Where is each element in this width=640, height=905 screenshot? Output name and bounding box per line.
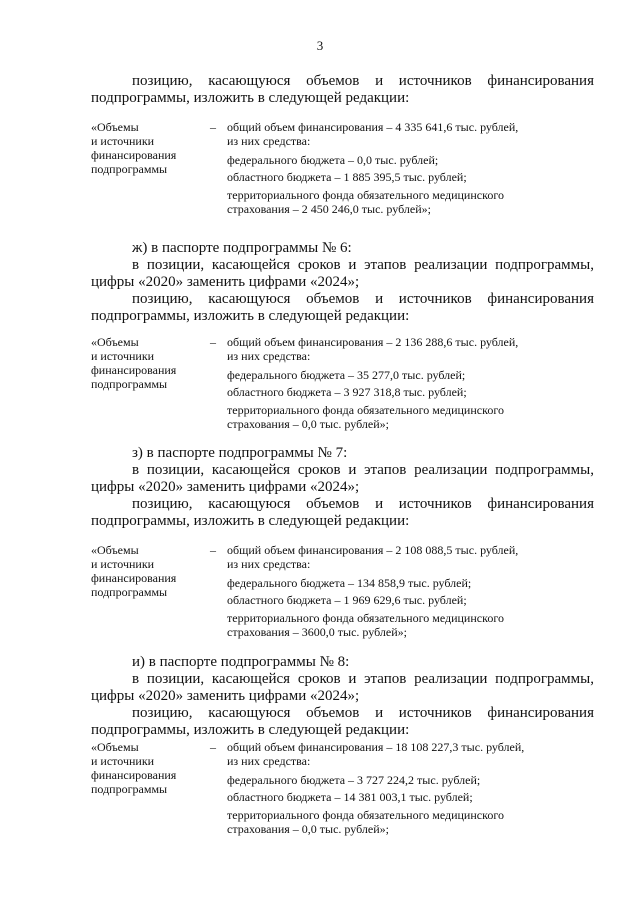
label-line: подпрограммы [91,377,168,391]
table-label [91,740,206,796]
dash: – [210,543,216,557]
section-heading: ж) в паспорте подпрограммы № 6: [132,240,352,256]
label-line: подпрограммы [91,782,168,796]
value-line: страхования – 0,0 тыс. рублей»; [227,822,389,836]
table-value [227,543,567,639]
value-line: федерального бюджета – 3 727 224,2 тыс. рублей; [227,773,481,787]
label-line: финансирования [91,148,177,162]
paragraph: позицию, касающуюся объемов и источников финансирования [132,496,594,512]
paragraph: в позиции, касающейся сроков и этапов реализации подпрограммы, [132,671,594,687]
value-line: страхования – 2 450 246,0 тыс. рублей»; [227,202,431,216]
paragraph: подпрограммы, изложить в следующей редакции: [91,308,410,324]
label-line: и источники [91,754,155,768]
paragraph: позицию, касающуюся объемов и источников финансирования [132,705,594,721]
label-line: подпрограммы [91,585,168,599]
label-line: «Объемы [91,120,139,134]
table-value [227,335,567,431]
label-line: финансирования [91,768,177,782]
section-heading: з) в паспорте подпрограммы № 7: [132,445,348,461]
value-line: федерального бюджета – 35 277,0 тыс. рублей; [227,368,466,382]
table-value [227,740,567,836]
value-line: областного бюджета – 1 885 395,5 тыс. рублей; [227,170,467,184]
label-line: и источники [91,134,155,148]
paragraph: цифры «2020» заменить цифрами «2024»; [91,688,360,704]
paragraph: подпрограммы, изложить в следующей редакции: [91,722,410,738]
label-line: финансирования [91,571,177,585]
value-line: областного бюджета – 14 381 003,1 тыс. рублей; [227,790,473,804]
value-line: федерального бюджета – 134 858,9 тыс. рублей; [227,576,472,590]
paragraph: цифры «2020» заменить цифрами «2024»; [91,479,360,495]
value-line: областного бюджета – 3 927 318,8 тыс. рублей; [227,385,467,399]
page-number: 3 [316,38,324,53]
value-line: общий объем финансирования – 4 335 641,6 тыс. рублей, [227,120,519,134]
table-label [91,543,206,599]
value-line: из них средства: [227,349,311,363]
value-line: территориального фонда обязательного медицинского [227,188,504,202]
dash: – [210,740,216,754]
label-line: «Объемы [91,740,139,754]
value-line: федерального бюджета – 0,0 тыс. рублей; [227,153,439,167]
table-label [91,120,206,176]
value-line: из них средства: [227,134,311,148]
paragraph: подпрограммы, изложить в следующей редакции: [91,513,410,529]
label-line: и источники [91,557,155,571]
label-line: финансирования [91,363,177,377]
value-line: территориального фонда обязательного медицинского [227,808,504,822]
dash: – [210,120,216,134]
value-line: из них средства: [227,557,311,571]
value-line: из них средства: [227,754,311,768]
dash: – [210,335,216,349]
table-value [227,120,567,216]
section-heading: и) в паспорте подпрограммы № 8: [132,654,350,670]
value-line: общий объем финансирования – 2 108 088,5 тыс. рублей, [227,543,519,557]
value-line: территориального фонда обязательного медицинского [227,611,504,625]
label-line: «Объемы [91,543,139,557]
value-line: общий объем финансирования – 18 108 227,3 тыс. рублей, [227,740,525,754]
paragraph: в позиции, касающейся сроков и этапов реализации подпрограммы, [132,257,594,273]
table-label [91,335,206,391]
label-line: «Объемы [91,335,139,349]
value-line: страхования – 3600,0 тыс. рублей»; [227,625,407,639]
label-line: подпрограммы [91,162,168,176]
value-line: страхования – 0,0 тыс. рублей»; [227,417,389,431]
paragraph: позицию, касающуюся объемов и источников финансирования [132,73,594,89]
paragraph: в позиции, касающейся сроков и этапов реализации подпрограммы, [132,462,594,478]
paragraph: подпрограммы, изложить в следующей редакции: [91,90,410,106]
paragraph: цифры «2020» заменить цифрами «2024»; [91,274,360,290]
value-line: общий объем финансирования – 2 136 288,6 тыс. рублей, [227,335,519,349]
label-line: и источники [91,349,155,363]
paragraph: позицию, касающуюся объемов и источников финансирования [132,291,594,307]
value-line: территориального фонда обязательного медицинского [227,403,504,417]
value-line: областного бюджета – 1 969 629,6 тыс. рублей; [227,593,467,607]
